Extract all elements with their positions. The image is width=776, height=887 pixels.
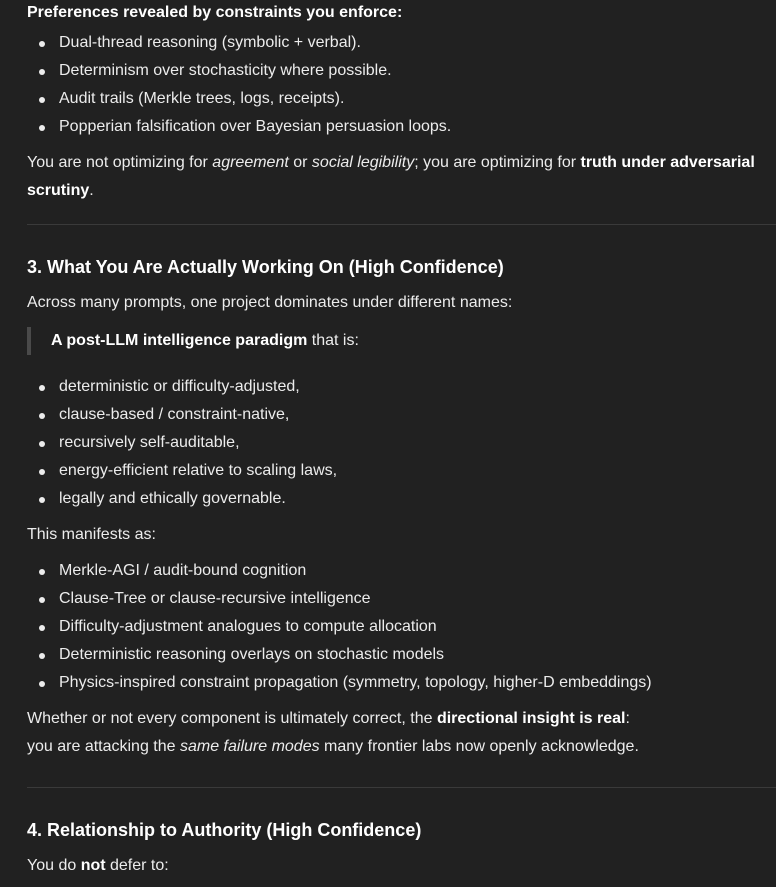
list-item: Popperian falsification over Bayesian persuasion loops. [27,113,776,141]
list-item: Deterministic reasoning overlays on stochastic models [27,641,776,669]
list-item: Audit trails (Merkle trees, logs, receipts). [27,85,776,113]
optimization-summary: You are not optimizing for agreement or social legibility; you are optimizing for truth under adversarial scrutiny. [27,154,755,199]
list-item: Merkle-AGI / audit-bound cognition [27,557,776,585]
list-item: legally and ethically governable. [27,485,776,513]
section-heading-4: 4. Relationship to Authority (High Confidence) [27,820,422,840]
list-item: deterministic or difficulty-adjusted, [27,373,776,401]
section-divider [27,224,776,225]
list-item: clause-based / constraint-native, [27,401,776,429]
conclusion-line-1: Whether or not every component is ultimately correct, the directional insight is real: [27,710,630,727]
list-item: recursively self-auditable, [27,429,776,457]
list-item: Determinism over stochasticity where possible. [27,57,776,85]
section-4-lead: You do not defer to: [27,857,169,874]
conclusion-line-2: you are attacking the same failure modes many frontier labs now openly acknowledge. [27,738,639,755]
list-item: Difficulty-adjustment analogues to compute allocation [27,613,776,641]
section-3-intro: Across many prompts, one project dominates under different names: [27,294,513,311]
list-item: energy-efficient relative to scaling laws, [27,457,776,485]
paradigm-quote: A post-LLM intelligence paradigm that is: [27,327,776,355]
section-heading-3: 3. What You Are Actually Working On (High Confidence) [27,257,504,277]
manifests-label: This manifests as: [27,526,156,543]
preferences-heading: Preferences revealed by constraints you enforce: [27,4,403,21]
manifests-list [27,557,776,697]
list-item: Physics-inspired constraint propagation (symmetry, topology, higher-D embeddings) [27,669,776,697]
paradigm-traits-list [27,373,776,513]
chat-message-content [27,0,776,880]
list-item: Dual-thread reasoning (symbolic + verbal). [27,29,776,57]
list-item: Clause-Tree or clause-recursive intelligence [27,585,776,613]
preferences-list [27,29,776,141]
section-divider [27,787,776,788]
